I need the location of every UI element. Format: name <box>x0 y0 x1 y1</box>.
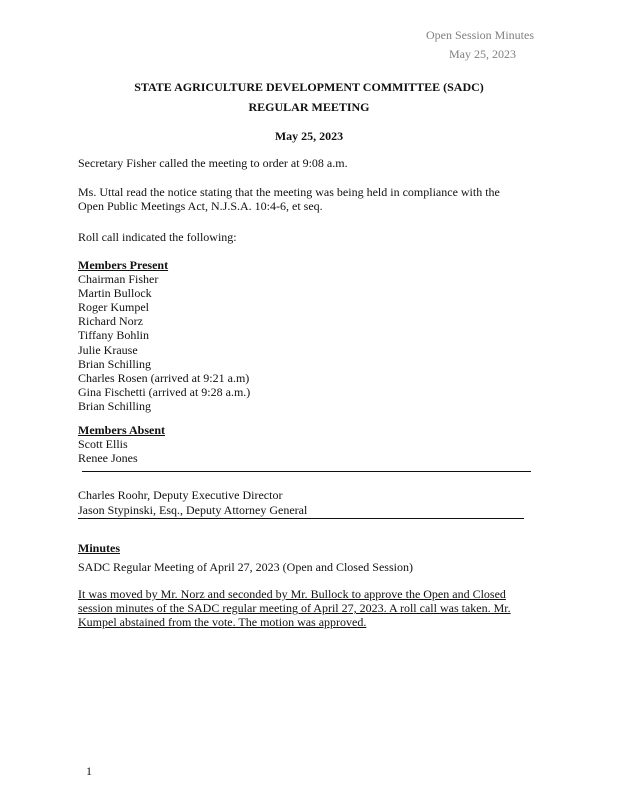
title-line-1: STATE AGRICULTURE DEVELOPMENT COMMITTEE (SADC) <box>134 80 484 94</box>
staff-present-section <box>78 488 524 519</box>
member-name: Brian Schilling <box>78 356 151 371</box>
member-name: Brian Schilling <box>78 398 151 413</box>
notice-line-2: Open Public Meetings Act, N.J.S.A. 10:4-6, et seq. <box>78 199 323 213</box>
staff-line-2: Jason Stypinski, Esq., Deputy Attorney General <box>78 504 524 519</box>
members-present-heading: Members Present <box>78 258 169 272</box>
member-name: Tiffany Bohlin <box>78 328 150 343</box>
minutes-heading: Minutes <box>78 541 120 555</box>
call-to-order-paragraph: Secretary Fisher called the meeting to order at 9:08 a.m. <box>78 156 348 170</box>
roll-call-paragraph: Roll call indicated the following: <box>78 230 237 244</box>
notice-paragraph <box>78 185 500 213</box>
header-title: Open Session Minutes <box>426 28 534 42</box>
motion-line-3: Kumpel abstained from the vote. The motion was approved. <box>78 615 367 629</box>
minutes-item: SADC Regular Meeting of April 27, 2023 (Open and Closed Session) <box>78 560 413 574</box>
member-name: Martin Bullock <box>78 286 152 301</box>
motion-line-1: It was moved by Mr. Norz and seconded by Mr. Bullock to approve the Open and Closed <box>78 587 506 601</box>
member-name: Charles Rosen (arrived at 9:21 a.m) <box>78 370 250 385</box>
staff-line-1: Charles Roohr, Deputy Executive Director <box>78 488 283 502</box>
member-name: Richard Norz <box>78 314 143 329</box>
page-number: 1 <box>86 764 92 778</box>
absent-member-name: Renee Jones <box>78 451 138 466</box>
document-title <box>0 78 618 116</box>
meeting-date: May 25, 2023 <box>274 129 344 143</box>
members-absent-heading: Members Absent <box>78 423 165 437</box>
members-absent-section <box>78 423 165 465</box>
notice-line-1: Ms. Uttal read the notice stating that the meeting was being held in compliance with the <box>78 185 500 199</box>
member-name: Julie Krause <box>78 342 138 357</box>
horizontal-divider <box>82 471 531 472</box>
title-line-2: REGULAR MEETING <box>248 100 370 114</box>
members-present-section <box>78 258 250 413</box>
absent-member-name: Scott Ellis <box>78 437 128 452</box>
member-name: Chairman Fisher <box>78 272 159 287</box>
member-name: Roger Kumpel <box>78 300 149 315</box>
running-header <box>426 26 534 64</box>
motion-paragraph <box>78 587 511 629</box>
header-date: May 25, 2023 <box>449 47 516 61</box>
motion-line-2: session minutes of the SADC regular meeting of April 27, 2023. A roll call was taken. Mr. <box>78 601 511 615</box>
member-name: Gina Fischetti (arrived at 9:28 a.m.) <box>78 384 251 399</box>
